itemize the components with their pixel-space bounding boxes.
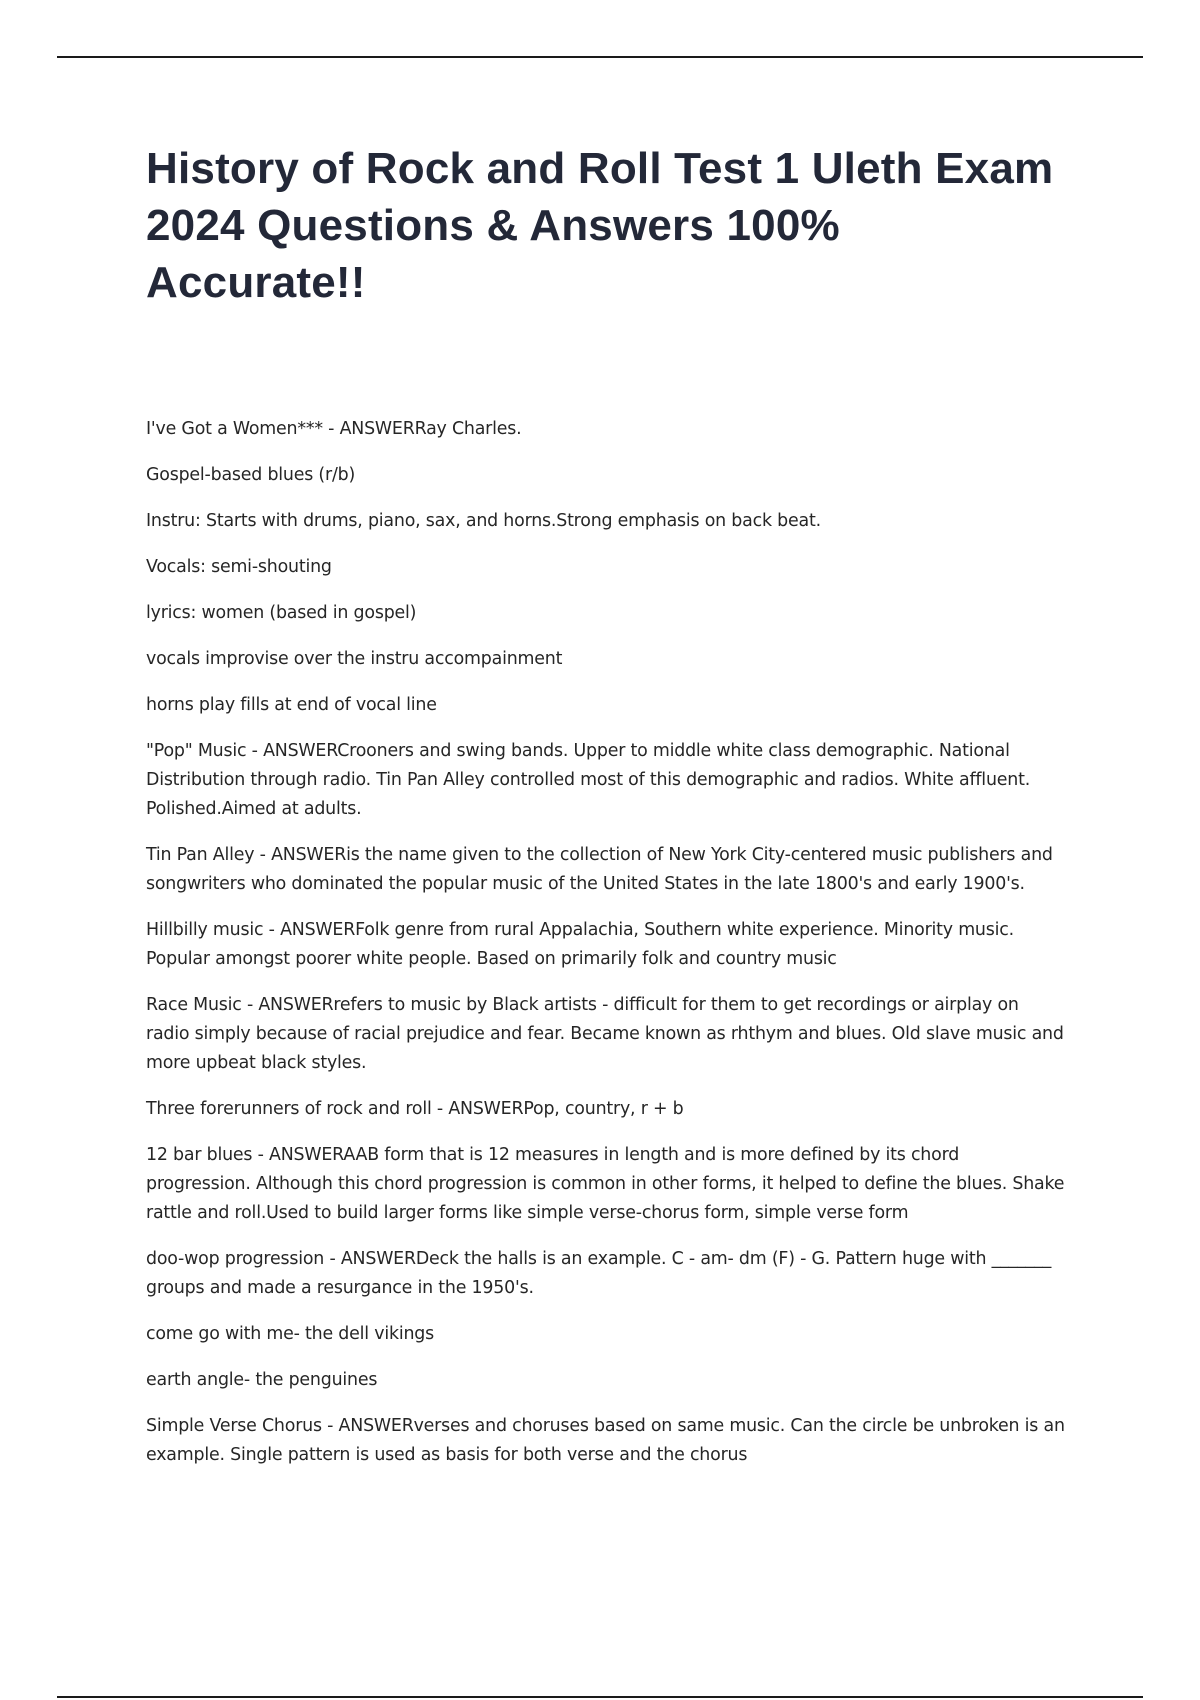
document-body [146,415,1066,1470]
paragraph: Race Music - ANSWERrefers to music by Black artists - difficult for them to get recordings or airplay on radio simply because of racial prejudice and fear. Became known as rhthym and blues. Old slave music and more upbeat black styles. [146,995,1064,1073]
paragraph: Gospel-based blues (r/b) [146,465,356,485]
paragraph: horns play fills at end of vocal line [146,695,437,715]
paragraph: Vocals: semi-shouting [146,557,332,577]
bottom-rule [57,1696,1143,1698]
document-page [146,140,1066,1487]
paragraph: Three forerunners of rock and roll - ANSWERPop, country, r + b [146,1099,684,1119]
paragraph: Instru: Starts with drums, piano, sax, and horns.Strong emphasis on back beat. [146,511,821,531]
paragraph: Tin Pan Alley - ANSWERis the name given to the collection of New York City-centered music publishers and songwriters who dominated the popular music of the United States in the late 1800's and early 1900's. [146,845,1053,894]
paragraph: Simple Verse Chorus - ANSWERverses and choruses based on same music. Can the circle be unbroken is an example. Single pattern is used as basis for both verse and the chorus [146,1416,1065,1465]
paragraph: 12 bar blues - ANSWERAAB form that is 12 measures in length and is more defined by its chord progression. Although this chord progression is common in other forms, it helped to define the blues. Shake rattle and roll.Used to build larger forms like simple verse-chorus form, simple verse form [146,1145,1065,1223]
document-title: History of Rock and Roll Test 1 Uleth Exam 2024 Questions & Answers 100% Accurate!! [146,144,1054,307]
paragraph: come go with me- the dell vikings [146,1324,434,1344]
paragraph: Hillbilly music - ANSWERFolk genre from rural Appalachia, Southern white experience. Minority music. Popular amongst poorer white people. Based on primarily folk and country music [146,920,1014,969]
paragraph: vocals improvise over the instru accompainment [146,649,563,669]
paragraph: doo-wop progression - ANSWERDeck the halls is an example. C - am- dm (F) - G. Pattern huge with _______ groups and made a resurgance in the 1950's. [146,1249,1052,1298]
paragraph: "Pop" Music - ANSWERCrooners and swing bands. Upper to middle white class demographic. National Distribution through radio. Tin Pan Alley controlled most of this demographic and radios. White affluent. Polished.Aimed at adults. [146,741,1031,819]
paragraph: earth angle- the penguines [146,1370,378,1390]
paragraph: lyrics: women (based in gospel) [146,603,417,623]
paragraph: I've Got a Women*** - ANSWERRay Charles. [146,419,522,439]
top-rule [57,56,1143,58]
